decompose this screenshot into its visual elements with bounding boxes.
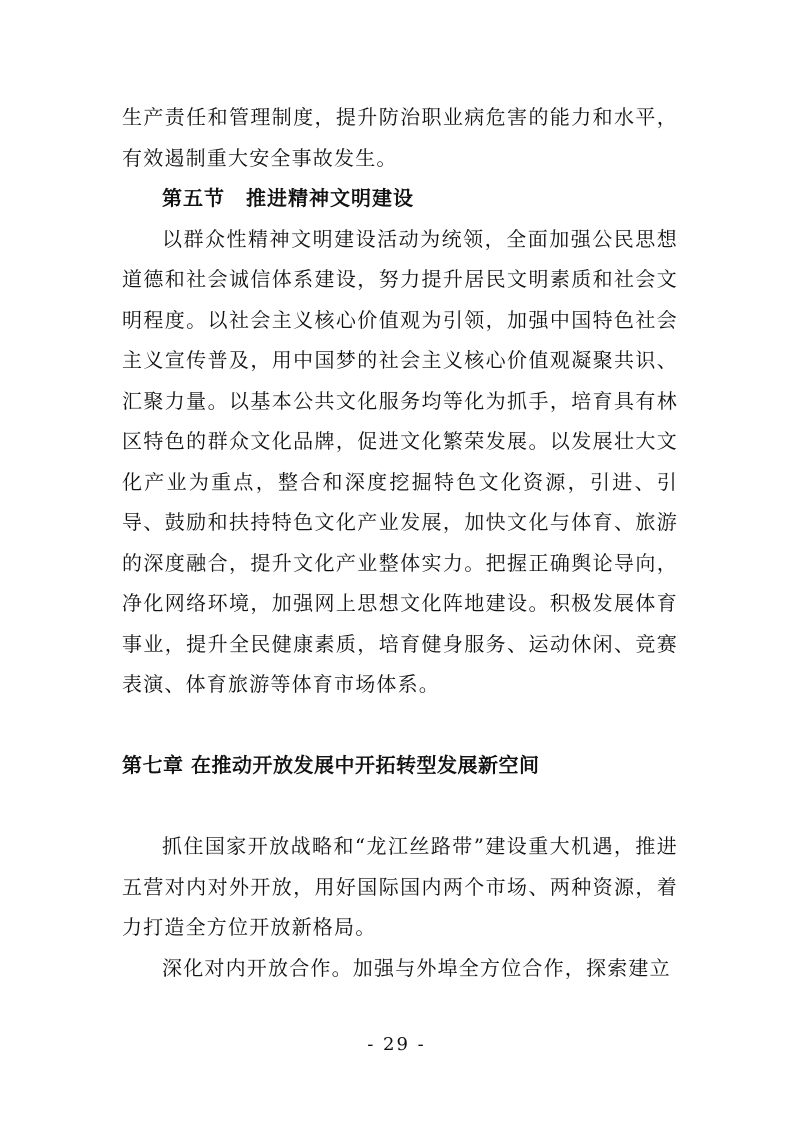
body-paragraph: 抓住国家开放战略和“龙江丝路带”建设重大机遇，推进五营对内对外开放，用好国际国内两个市场、两种资源，着力打造全方位开放新格局。 [122, 834, 678, 939]
body-paragraph: 以群众性精神文明建设活动为统领，全面加强公民思想道德和社会诚信体系建设，努力提升居民文明素质和社会文明程度。以社会主义核心价值观为引领，加强中国特色社会主义宣传普及，用中国梦的社会主义核心价值观凝聚共识、汇聚力量。以基本公共文化服务均等化为抓手，培育具有林区特色的群众文化品牌，促进文化繁荣发展。以发展壮大文化产业为重点，整合和深度挖掘特色文化资源，引进、引导、鼓励和扶持特色文化产业发展，加快文化与体育、旅游的深度融合，提升文化产业整体实力。把握正确舆论导向，净化网络环境，加强网上思想文化阵地建设。积极发展体育事业，提升全民健康素质，培育健身服务、运动休闲、竞赛表演、体育旅游等体育市场体系。 [122, 226, 678, 696]
page-content [122, 97, 678, 988]
body-paragraph: 生产责任和管理制度，提升防治职业病危害的能力和水平，有效遏制重大安全事故发生。 [122, 105, 678, 170]
body-paragraph: 深化对内开放合作。加强与外埠全方位合作，探索建立 [162, 955, 671, 980]
page-number: - 29 - [367, 1034, 426, 1055]
chapter-heading: 第七章 在推动开放发展中开拓转型发展新空间 [122, 752, 540, 777]
section-heading: 第五节 推进精神文明建设 [162, 186, 414, 210]
